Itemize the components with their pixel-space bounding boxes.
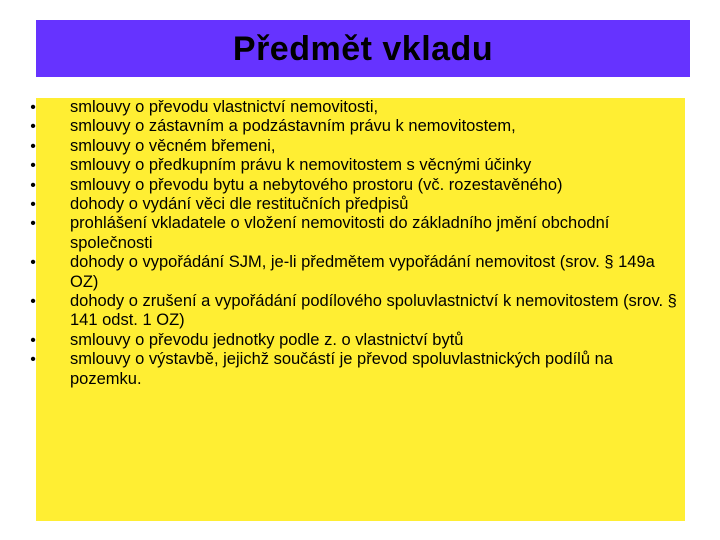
list-item [30,195,680,214]
list-item-text: smlouvy o převodu vlastnictví nemovitosti, [70,98,379,116]
list-item-text: smlouvy o výstavbě, jejichž součástí je převod spoluvlastnických podílů na pozemku. [70,350,613,388]
list-item-text: dohody o zrušení a vypořádání podílového spoluvlastnictví k nemovitostem (srov. § 141 odst. 1 OZ) [70,292,677,330]
bullet-icon: • [30,293,36,311]
bullet-icon: • [30,137,36,155]
list-item [30,136,680,156]
bullet-icon: • [30,99,36,116]
list-item-text: smlouvy o věcném břemeni, [70,136,276,155]
slide-title: Předmět vkladu [232,29,494,68]
bullet-list [30,98,680,389]
list-item [30,98,680,117]
list-item [30,292,680,331]
list-item-text: smlouvy o zástavním a podzástavním právu k nemovitostem, [70,117,516,136]
list-item [30,214,680,253]
list-item [30,350,680,389]
title-bar [36,20,690,77]
bullet-icon: • [30,176,36,194]
list-item-text: smlouvy o převodu jednotky podle z. o vlastnictví bytů [70,330,464,349]
list-item-text: prohlášení vkladatele o vložení nemovitosti do základního jmění obchodní společnosti [70,214,610,252]
bullet-icon: • [30,331,36,349]
list-item-text: smlouvy o předkupním právu k nemovitostem s věcnými účinky [70,156,532,175]
bullet-icon: • [30,254,36,272]
bullet-icon: • [30,351,36,369]
list-item [30,253,680,292]
list-item [30,330,680,350]
list-item-text: smlouvy o převodu bytu a nebytového prostoru (vč. rozestavěného) [70,175,563,194]
bullet-icon: • [30,157,36,175]
list-item [30,117,680,136]
content-box [30,98,685,521]
bullet-icon: • [30,215,36,233]
bullet-icon: • [30,196,36,214]
bullet-icon: • [30,118,36,136]
list-item-text: dohody o vydání věci dle restitučních předpisů [70,195,409,214]
list-item-text: dohody o vypořádání SJM, je-li předmětem vypořádání nemovitost (srov. § 149a OZ) [70,253,655,291]
list-item [30,175,680,195]
list-item [30,156,680,175]
